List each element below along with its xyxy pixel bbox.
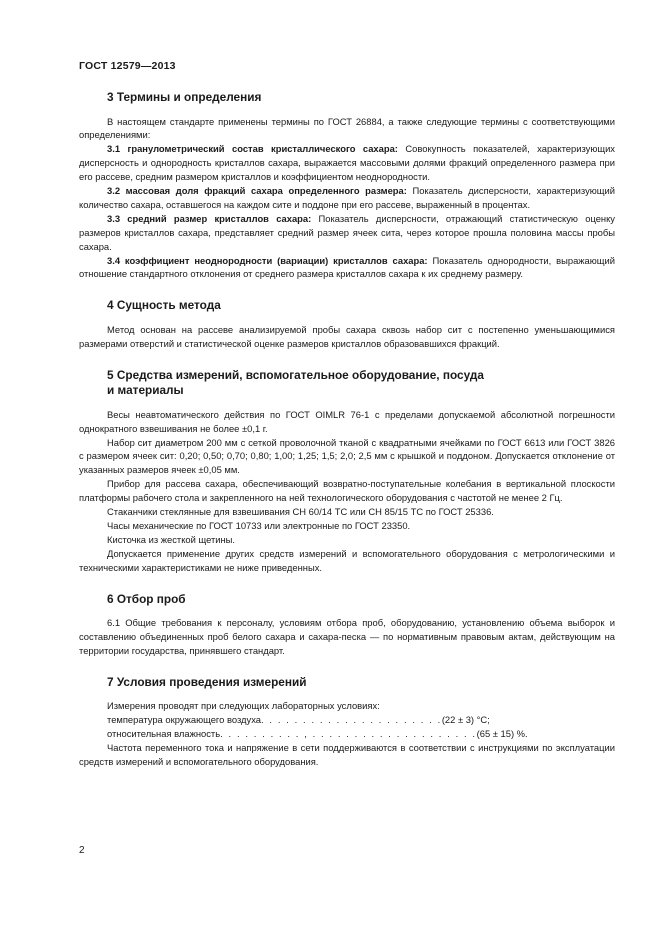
term-3-1-definition: Совокупность показателей, характеризующих дисперсность и однородность кристаллов сахара, выражается массовыми долями фракций определенного размера при его рассеве, средним размером кристаллов и коэффициентом неоднородности. — [79, 143, 615, 183]
section-5-title — [79, 368, 615, 399]
term-3-3-name: 3.3 средний размер кристаллов сахара: — [107, 212, 312, 224]
section-5-paragraph-3: Прибор для рассева сахара, обеспечивающий возвратно-поступательные колебания в вертикальной плоскости платформы рабочего стола и закрепленного на ней технологического оборудования с частотой не менее 2 Гц. — [79, 478, 615, 504]
section-5-paragraph-1: Весы неавтоматического действия по ГОСТ OIMLR 76-1 с пределами допускаемой абсолютной погрешности однократного взвешивания не более ±0,1 г. — [79, 408, 615, 434]
humidity-label: относительная влажность — [107, 728, 221, 740]
section-5-paragraph-7: Допускается применение других средств измерений и вспомогательного оборудования с метрологическими и техническими характеристиками не ниже приведенных. — [79, 547, 615, 573]
term-3-4-name: 3.4 коэффициент неоднородности (вариации) кристаллов сахара: — [107, 254, 428, 266]
section-5-title-line-1: 5 Средства измерений, вспомогательное оборудование, посуда — [107, 367, 484, 382]
section-5-title-line-2: и материалы — [107, 383, 184, 398]
term-3-2 — [79, 184, 615, 212]
section-7-paragraph-2: Частота переменного тока и напряжение в сети поддерживаются в соответствии с инструкциями по эксплуатации средств измерений и вспомогательного оборудования. — [79, 742, 615, 767]
section-6-paragraph: 6.1 Общие требования к персоналу, условиям отбора проб, оборудованию, установлению объема выборок и составлению объединенных проб белого сахара и сахара-песка — по нормативным правовым актам, действующим на территории государства, принявшего стандарт. — [79, 617, 615, 656]
section-4-title: 4 Сущность метода — [107, 298, 221, 313]
term-3-1 — [79, 142, 615, 184]
temperature-leader-dots: . . . . . . . . . . . . . . . . . . . . . . — [261, 714, 442, 726]
temperature-value: (22 ± 3) °С; — [441, 714, 490, 726]
humidity-leader-dots: . . . . . . . . . . , . . . . . . . . . . . . . . . . . . . . — [220, 728, 477, 740]
term-3-2-definition: Показатель дисперсности, характеризующий количество сахара, оставшегося на каждом сите и поддоне при его рассеве, выраженный в процентах. — [79, 185, 615, 210]
term-3-4 — [79, 254, 615, 282]
section-3-intro: В настоящем стандарте применены термины по ГОСТ 26884, а также следующие термины с соответствующими определениями: — [79, 115, 615, 141]
section-5-paragraph-4: Стаканчики стеклянные для взвешивания СН 60/14 ТС или СН 85/15 ТС по ГОСТ 25336. — [107, 506, 494, 518]
term-3-3 — [79, 212, 615, 254]
term-3-1-name: 3.1 гранулометрический состав кристаллического сахара: — [107, 143, 398, 155]
temperature-label: температура окружающего воздуха — [107, 714, 261, 726]
section-6-title: 6 Отбор проб — [107, 591, 186, 606]
section-5-paragraph-2: Набор сит диаметром 200 мм с сеткой проволочной тканой с квадратными ячейками по ГОСТ 6613 или ГОСТ 3826 с размером ячеек сит: 0,20; 0,50; 0,70; 0,80; 1,00; 1,25; 1,5; 2,0; 2,5 мм с крышкой и поддоном. Допускается отклонение от указанных размеров ячеек ±0,05 мм. — [79, 436, 615, 476]
section-5-paragraph-6: Кисточка из жесткой щетины. — [107, 533, 236, 545]
page-number: 2 — [79, 845, 85, 856]
section-5-paragraph-5: Часы механические по ГОСТ 10733 или электронные по ГОСТ 23350. — [107, 519, 411, 531]
term-3-4-definition: Показатель однородности, выражающий отношение стандартного отклонения от среднего размера кристаллов сахара к их среднему размеру. — [79, 254, 615, 280]
section-7-title: 7 Условия проведения измерений — [107, 674, 307, 689]
section-3-title: 3 Термины и определения — [107, 90, 262, 104]
temperature-row — [79, 713, 615, 727]
humidity-value: (65 ± 15) %. — [476, 728, 528, 740]
document-header: ГОСТ 12579—2013 — [79, 60, 176, 72]
document-body — [79, 90, 615, 769]
term-3-3-definition: Показатель дисперсности, отражающий статистическую оценку размеров кристаллов сахара, представляет средний размер ячеек сита, через которое прошла половина массы пробы сахара. — [79, 212, 615, 252]
term-3-2-name: 3.2 массовая доля фракций сахара определенного размера: — [107, 185, 407, 197]
section-4-paragraph: Метод основан на рассеве анализируемой пробы сахара сквозь набор сит с постепенно уменьшающимися размерами отверстий и статистической оценке размеров кристаллов образовавшихся фракций. — [79, 323, 615, 349]
section-7-paragraph-1: Измерения проводят при следующих лабораторных условиях: — [107, 700, 380, 712]
humidity-row — [79, 727, 615, 741]
